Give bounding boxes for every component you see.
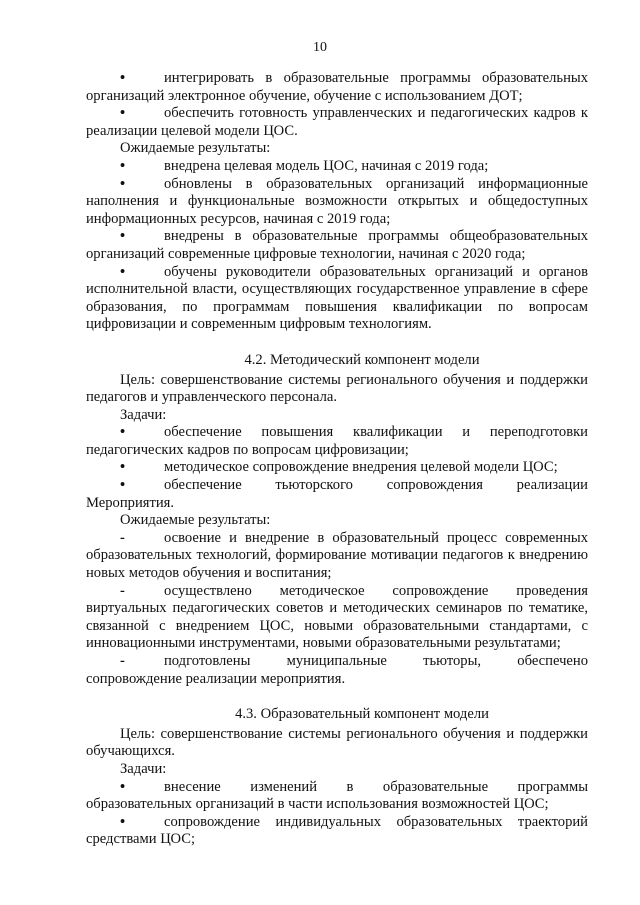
list-item [86,70,588,105]
section-heading: 4.3. Образовательный компонент модели [235,706,489,723]
section-heading: 4.2. Методический компонент модели [244,351,480,368]
list-item [86,477,588,512]
list-item [86,779,588,814]
list-item-text: обновлены в образовательных организаций информационные наполнения и функциональные возможности открытых и общедоступных информационных ресурсов, начиная с 2019 года; [86,175,588,227]
bullet-marker: • [120,263,126,280]
dash-marker: - [120,653,125,669]
list-item-text: обеспечение повышения квалификации и переподготовки педагогических кадров по вопросам цифровизации; [86,424,588,458]
list-item-text: внедрены в образовательные программы общеобразовательных организаций современные цифровые технологии, начиная с 2020 года; [86,228,588,262]
list-item-text: методическое сопровождение внедрения целевой модели ЦОС; [164,459,558,476]
list-item-text: осуществлено методическое сопровождение проведения виртуальных педагогических советов и методических семинаров по тематике, связанной с внедрением ЦОС, новыми образовательными стандартами, с инновационными инструментами, новыми образовательными результатами; [86,582,588,652]
list-item [86,653,588,688]
tasks-label: Задачи: [120,760,167,777]
list-item-text: подготовлены муниципальные тьюторы, обеспечено сопровождение реализации мероприятия. [86,653,588,687]
bullet-marker: • [120,778,126,795]
list-item [86,105,588,140]
list-item-text: внедрена целевая модель ЦОС, начиная с 2019 года; [164,157,489,174]
dash-marker: - [120,582,125,599]
list-item-text: внесение изменений в образовательные программы образовательных организаций в части использования возможностей ЦОС; [86,778,588,813]
bullet-marker: • [120,813,126,830]
bullet-marker: • [120,105,126,122]
list-item [86,814,588,849]
bullet-marker: • [120,70,126,86]
list-item-text: освоение и внедрение в образовательный процесс современных образовательных технологий, формирование мотивации педагогов к внедрению новых методов обучения и воспитания; [86,529,588,582]
bullet-marker: • [120,424,126,441]
bullet-marker: • [120,477,126,494]
bullet-marker: • [120,459,126,476]
list-item [86,228,588,263]
dash-marker: - [120,529,125,546]
bullet-marker: • [120,175,126,192]
list-item-text: интегрировать в образовательные программы образовательных организаций электронное обучение, обучение с использованием ДОТ; [86,70,588,104]
list-item-text: обеспечение тьюторского сопровождения реализации Мероприятия. [86,477,588,511]
results-label: Ожидаемые результаты: [120,512,271,529]
list-item [86,158,588,176]
list-item-text: обучены руководители образовательных организаций и органов исполнительной власти, осуществляющих государственное управление в сфере образования, по программам повышения квалификации по вопросам цифровизации и современным цифровым технологиям. [86,263,588,333]
tasks-label: Задачи: [120,406,167,423]
section-goal: Цель: совершенствование системы регионального обучения и поддержки педагогов и управленческого персонала. [86,371,588,406]
list-item [86,459,588,477]
bullet-marker: • [120,228,126,245]
section-goal: Цель: совершенствование системы регионального обучения и поддержки обучающихся. [86,725,588,760]
list-item-text: сопровождение индивидуальных образовательных траекторий средствами ЦОС; [86,813,588,848]
page-number: 10 [313,40,327,55]
document-body [86,70,588,849]
results-label: Ожидаемые результаты: [120,140,271,157]
list-item [86,176,588,229]
list-item [86,530,588,583]
list-item [86,264,588,334]
list-item [86,583,588,653]
bullet-marker: • [120,157,126,174]
list-item [86,424,588,459]
list-item-text: обеспечить готовность управленческих и педагогических кадров к реализации целевой модели ЦОС. [86,105,588,139]
